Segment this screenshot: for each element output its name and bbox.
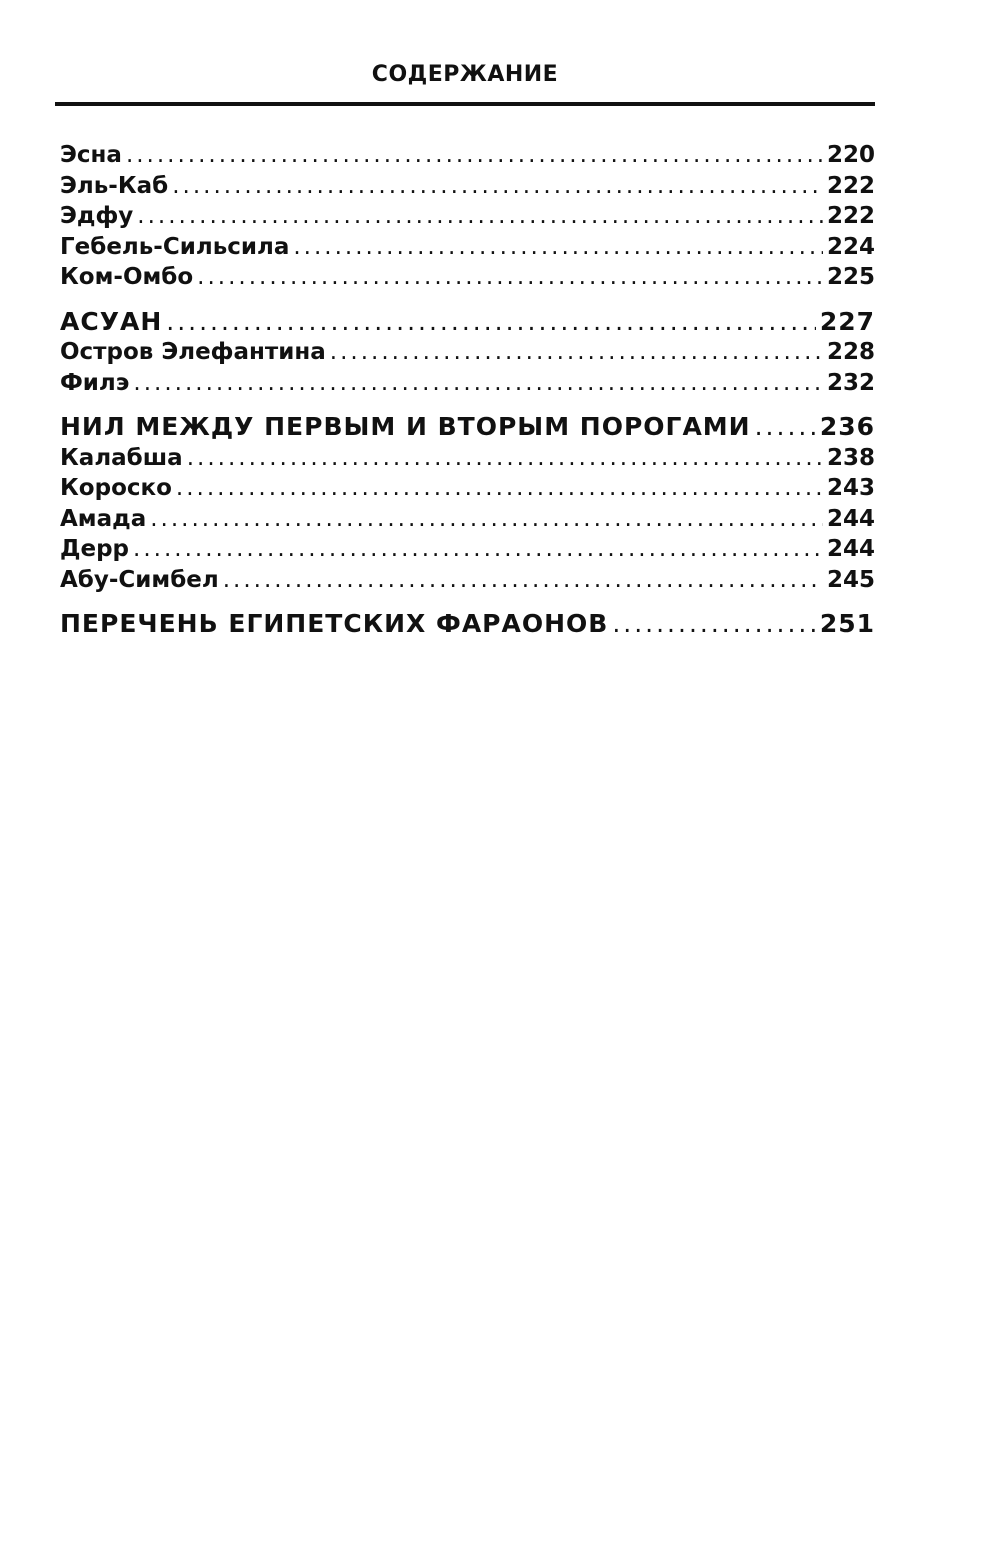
toc-entry-page: 222 (826, 172, 875, 199)
toc-entry-title: Дерр (60, 536, 130, 562)
toc-entry[interactable] (60, 232, 875, 263)
header-divider (55, 102, 875, 106)
toc-entry-page: 220 (826, 142, 875, 168)
toc-group (60, 140, 875, 293)
dot-leader (166, 307, 816, 338)
dot-leader (755, 412, 816, 443)
dot-leader (150, 504, 823, 535)
toc-entry-title: Остров Элефантина (60, 339, 326, 365)
dot-leader (223, 565, 823, 596)
toc-entry[interactable] (60, 443, 875, 474)
dot-leader (197, 262, 823, 293)
toc-entry-page: 243 (826, 475, 875, 501)
toc-entry-page: 244 (826, 536, 875, 562)
toc-entry[interactable] (60, 201, 875, 232)
toc-section-entry[interactable] (60, 307, 875, 338)
toc-entry-title: Эль-Каб (60, 172, 169, 199)
toc-group (60, 412, 875, 595)
dot-leader (187, 443, 823, 474)
toc-entry-page: 232 (826, 369, 875, 396)
dot-leader (330, 337, 823, 368)
toc-entry[interactable] (60, 534, 875, 565)
dot-leader (172, 171, 823, 202)
dot-leader (293, 232, 823, 263)
toc-section-entry[interactable] (60, 412, 875, 443)
page-title: СОДЕРЖАНИЕ (371, 62, 559, 87)
toc-entry-page: 244 (826, 505, 875, 532)
toc-entry-title: Эсна (60, 142, 122, 168)
toc-entry[interactable] (60, 565, 875, 596)
toc-section-title: НИЛ МЕЖДУ ПЕРВЫМ И ВТОРЫМ ПОРОГАМИ (60, 412, 751, 441)
toc-entry-page: 222 (826, 203, 875, 229)
dot-leader (133, 368, 823, 399)
toc-entry[interactable] (60, 337, 875, 368)
toc-entry-page: 224 (826, 233, 875, 260)
dot-leader (133, 534, 823, 565)
toc-section-title: АСУАН (60, 306, 163, 336)
dot-leader (137, 201, 823, 232)
toc-entry-page: 238 (826, 444, 875, 471)
toc-entry[interactable] (60, 473, 875, 504)
toc-entry[interactable] (60, 262, 875, 293)
dot-leader (612, 609, 815, 640)
toc-entry-title: Амада (60, 505, 147, 532)
toc-entry-title: Абу-Симбел (60, 566, 219, 593)
toc-entry[interactable] (60, 140, 875, 171)
toc-entry-page: 245 (826, 566, 875, 593)
toc-entry-page: 251 (819, 609, 875, 638)
toc-entry-page: 227 (819, 306, 875, 336)
dot-leader (126, 140, 823, 171)
toc-entry-title: Калабша (60, 444, 183, 471)
toc-entry-title: Эдфу (60, 203, 134, 229)
toc-section-title: ПЕРЕЧЕНЬ ЕГИПЕТСКИХ ФАРАОНОВ (60, 609, 609, 638)
dot-leader (176, 473, 823, 504)
toc-entry-page: 236 (819, 412, 875, 441)
toc-entry-title: Гебель-Сильсила (60, 233, 290, 260)
toc-group (60, 609, 875, 640)
toc-group (60, 307, 875, 399)
toc-entry-title: Короско (60, 475, 172, 501)
toc-entry[interactable] (60, 171, 875, 202)
table-of-contents (60, 140, 875, 654)
toc-entry[interactable] (60, 504, 875, 535)
toc-entry[interactable] (60, 368, 875, 399)
toc-entry-title: Филэ (60, 369, 130, 396)
toc-entry-title: Ком-Омбо (60, 264, 194, 290)
toc-entry-page: 228 (826, 339, 875, 365)
toc-entry-page: 225 (826, 264, 875, 290)
toc-section-entry[interactable] (60, 609, 875, 640)
